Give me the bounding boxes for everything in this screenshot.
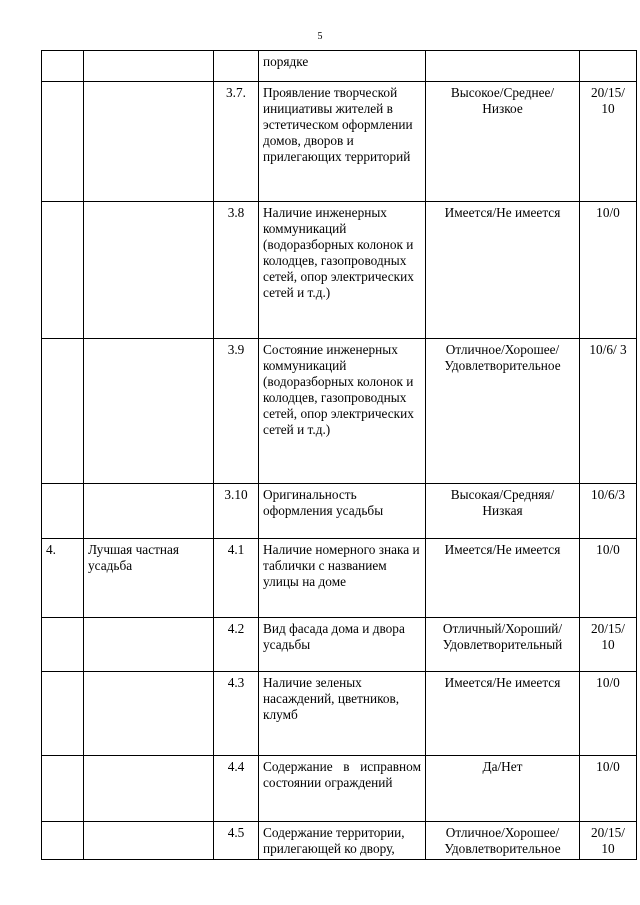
criterion-code-cell: 3.9 — [214, 339, 259, 484]
indicator-cell: Содержание территории, прилегающей ко двору, — [259, 822, 426, 860]
assessment-values-cell: Высокая/Средняя/ Низкая — [426, 484, 580, 539]
indicator-cell: Проявление творческой инициативы жителей в эстетическом оформлении домов, дворов и прилегающих территорий — [259, 82, 426, 202]
indicator-cell: порядке — [259, 51, 426, 82]
criterion-code-cell: 4.1 — [214, 539, 259, 618]
nomination-cell: Лучшая частная усадьба — [84, 539, 214, 618]
criterion-code-cell: 3.7. — [214, 82, 259, 202]
criterion-code-cell: 3.10 — [214, 484, 259, 539]
nomination-cell — [84, 484, 214, 539]
row-number-cell — [42, 202, 84, 339]
points-cell: 20/15/ 10 — [580, 618, 637, 672]
row-number-cell: 4. — [42, 539, 84, 618]
indicator-cell: Состояние инженерных коммуникаций (водоразборных колонок и колодцев, газопроводных сетей, опор электрических сетей и т.д.) — [259, 339, 426, 484]
criterion-code-cell: 4.2 — [214, 618, 259, 672]
criterion-code-cell: 3.8 — [214, 202, 259, 339]
assessment-values-cell: Имеется/Не имеется — [426, 539, 580, 618]
points-cell: 20/15/ 10 — [580, 822, 637, 860]
table-row — [42, 339, 637, 484]
points-cell: 10/0 — [580, 202, 637, 339]
assessment-values-cell: Отличное/Хорошее/ Удовлетворительное — [426, 822, 580, 860]
points-cell: 20/15/ 10 — [580, 82, 637, 202]
criterion-code-cell: 4.4 — [214, 756, 259, 822]
row-number-cell — [42, 51, 84, 82]
nomination-cell — [84, 672, 214, 756]
row-number-cell — [42, 756, 84, 822]
indicator-cell: Содержание в исправном состоянии ограждений — [259, 756, 426, 822]
nomination-cell — [84, 339, 214, 484]
nomination-cell — [84, 202, 214, 339]
table-body — [42, 51, 637, 860]
criterion-code-cell — [214, 51, 259, 82]
points-cell: 10/6/ 3 — [580, 339, 637, 484]
nomination-cell — [84, 82, 214, 202]
points-cell — [580, 51, 637, 82]
table-row — [42, 618, 637, 672]
assessment-values-cell: Да/Нет — [426, 756, 580, 822]
criterion-code-cell: 4.3 — [214, 672, 259, 756]
assessment-values-cell: Отличное/Хорошее/ Удовлетворительное — [426, 339, 580, 484]
row-number-cell — [42, 822, 84, 860]
row-number-cell — [42, 484, 84, 539]
table-row — [42, 756, 637, 822]
table-row — [42, 82, 637, 202]
indicator-cell: Наличие номерного знака и таблички с названием улицы на доме — [259, 539, 426, 618]
points-cell: 10/0 — [580, 672, 637, 756]
criteria-table — [41, 50, 637, 860]
row-number-cell — [42, 339, 84, 484]
row-number-cell — [42, 82, 84, 202]
criterion-code-cell: 4.5 — [214, 822, 259, 860]
row-number-cell — [42, 672, 84, 756]
points-cell: 10/0 — [580, 539, 637, 618]
points-cell: 10/6/3 — [580, 484, 637, 539]
nomination-cell — [84, 822, 214, 860]
assessment-values-cell — [426, 51, 580, 82]
nomination-cell — [84, 51, 214, 82]
table-row — [42, 51, 637, 82]
row-number-cell — [42, 618, 84, 672]
points-cell: 10/0 — [580, 756, 637, 822]
page-number: 5 — [317, 31, 323, 42]
indicator-cell: Оригинальность оформления усадьбы — [259, 484, 426, 539]
table-row — [42, 202, 637, 339]
indicator-cell: Вид фасада дома и двора усадьбы — [259, 618, 426, 672]
assessment-values-cell: Имеется/Не имеется — [426, 672, 580, 756]
table-row — [42, 672, 637, 756]
assessment-values-cell: Высокое/Среднее/ Низкое — [426, 82, 580, 202]
indicator-cell: Наличие зеленых насаждений, цветников, клумб — [259, 672, 426, 756]
table-row — [42, 484, 637, 539]
nomination-cell — [84, 618, 214, 672]
assessment-values-cell: Имеется/Не имеется — [426, 202, 580, 339]
table-row — [42, 539, 637, 618]
assessment-values-cell: Отличный/Хороший/ Удовлетворительный — [426, 618, 580, 672]
indicator-cell: Наличие инженерных коммуникаций (водоразборных колонок и колодцев, газопроводных сетей, опор электрических сетей и т.д.) — [259, 202, 426, 339]
nomination-cell — [84, 756, 214, 822]
table-row — [42, 822, 637, 860]
